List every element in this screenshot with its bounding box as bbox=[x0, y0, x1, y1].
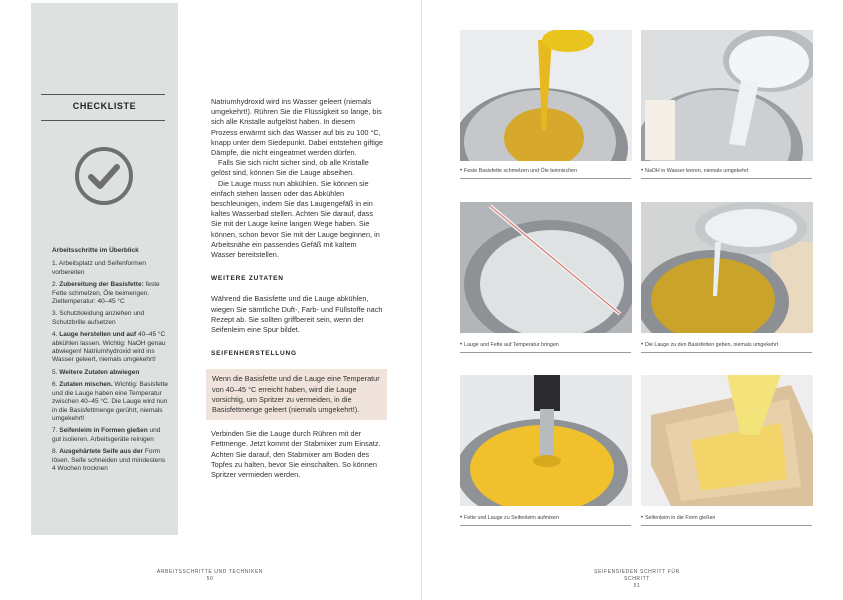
checklist-rule-bottom bbox=[41, 120, 165, 121]
photo-naoh-water bbox=[641, 30, 813, 161]
checklist-item-7: 7. Seifenleim in Formen gießen und gut isolieren. Arbeitsgeräte reinigen bbox=[52, 427, 161, 443]
running-title: ARBEITSSCHRITTE UND TECHNIKEN bbox=[156, 569, 264, 575]
checklist-item-8: 8. Ausgehärtete Seife aus der Form lösen. Seife schneiden und mindestens 4 Wochen trocknen bbox=[52, 448, 166, 472]
checklist-rule-top bbox=[41, 94, 165, 95]
paragraph: Falls Sie sich nicht sicher sind, ob alle Kristalle gelöst sind, können Sie die Lauge abseihen. bbox=[211, 158, 369, 178]
footer-left bbox=[150, 569, 270, 583]
checklist-item-1: 1. Arbeitsplatz und Seifenformen vorbereiten bbox=[52, 260, 146, 276]
highlight-box: Wenn die Basisfette und die Lauge eine Temperatur von 40–45 °C erreicht haben, wird die Lauge vorsichtig, um Spritzer zu vermeiden, in die Basisfettmenge geleert (niemals umgekehrt!). bbox=[206, 369, 387, 420]
checklist-item-4: 4. Lauge herstellen und auf 40–45 °C abkühlen lassen. Wichtig: NaOH genau abwiegen! Natriumhydroxid wird ins Wasser geleert, niemals umgekehrt! bbox=[52, 331, 166, 364]
running-title: SEIFENSIEDEN SCHRITT FÜR SCHRITT bbox=[594, 569, 680, 582]
checklist-item-6: 6. Zutaten mischen. Wichtig: Basisfette und die Lauge haben eine Temperatur zwischen 40–45 °C. Die Lauge wird nun in die Basisfettmenge gerührt, niemals umgekehrt! bbox=[52, 381, 168, 422]
checklist-item-2: 2. Zubereitung der Basisfette: feste Fette schmelzen, Öle beimengen. Zieltemperatur: 40–45 °C bbox=[52, 281, 160, 306]
paragraph: Natriumhydroxid wird ins Wasser geleert (niemals umgekehrt!). Rühren Sie die Flüssigkeit so lange, bis sich alle Kristalle aufgelöst haben. In diesem Prozess erwärmt sich das Wasser auf bis zu 100 °C, knapp unter dem Siedepunkt. Dabei entstehen giftige Dämpfe, die nicht eingeatmet werden dürfen. bbox=[211, 97, 384, 158]
caption: • Fette und Lauge zu Seifenleim aufmixen bbox=[460, 515, 631, 526]
photo-melt-fats bbox=[460, 30, 632, 161]
photo-lye-into-fats bbox=[641, 202, 813, 333]
section-heading-weitere-zutaten: WEITERE ZUTATEN bbox=[211, 275, 284, 283]
caption: • Lauge und Fette auf Temperatur bringen bbox=[460, 342, 631, 353]
page-number: 50 bbox=[206, 576, 214, 582]
main-text-column bbox=[211, 97, 383, 480]
paragraph: Während die Basisfette und die Lauge abkühlen, wiegen Sie sämtliche Duft-, Farb- und Füllstoffe nach Rezept ab. Sie sollten griffbereit sein, wenn der Seifenleim eine Spur bildet. bbox=[211, 294, 383, 335]
checklist-sidebar bbox=[31, 3, 178, 535]
photo-stick-blender bbox=[460, 375, 632, 506]
section-heading-seifenherstellung: SEIFENHERSTELLUNG bbox=[211, 350, 297, 358]
checklist-content bbox=[52, 247, 170, 477]
caption: • Die Lauge zu den Basisfetten geben, niemals umgekehrt bbox=[641, 342, 812, 353]
caption: • NaOH in Wasser leeren, niemals umgekehrt bbox=[641, 168, 812, 179]
checklist-item-3: 3. Schutzkleidung anziehen und Schutzbrille aufsetzen bbox=[52, 310, 145, 326]
checklist-item-5: 5. Weitere Zutaten abwiegen bbox=[52, 368, 140, 376]
caption: • Seifenleim in die Form gießen bbox=[641, 515, 812, 526]
photo-temperature bbox=[460, 202, 632, 333]
page-number: 51 bbox=[633, 583, 641, 589]
photo-pour-mold bbox=[641, 375, 813, 506]
checklist-title: CHECKLISTE bbox=[72, 101, 137, 111]
paragraph: Die Lauge muss nun abkühlen. Sie können sie einfach stehen lassen oder das Abkühlen beschleunigen, indem Sie das Laugengefäß in ein kaltes Wasserbad stellen. Achten Sie darauf, dass Sie mit der Lauge keine langen Wege haben. Sie können, schon bevor Sie mit der Lauge beginnen, in Arbeitsnähe ein passendes Gefäß mit kaltem Wasser bereitstellen. bbox=[211, 178, 380, 260]
footer-right bbox=[582, 569, 692, 590]
right-page bbox=[422, 0, 843, 600]
caption: • Feste Basisfette schmelzen und Öle beimischen bbox=[460, 168, 631, 179]
checklist-heading: Arbeitsschritte im Überblick bbox=[52, 247, 139, 254]
paragraph: Verbinden Sie die Lauge durch Rühren mit der Fettmenge. Jetzt kommt der Stabmixer zum Einsatz. Achten Sie darauf, den Stabmixer am Boden des Topfes zu halten, bevor Sie einschalten. So können Spritzer vermieden werden. bbox=[211, 429, 381, 480]
checkmark-circle-icon bbox=[74, 146, 134, 206]
